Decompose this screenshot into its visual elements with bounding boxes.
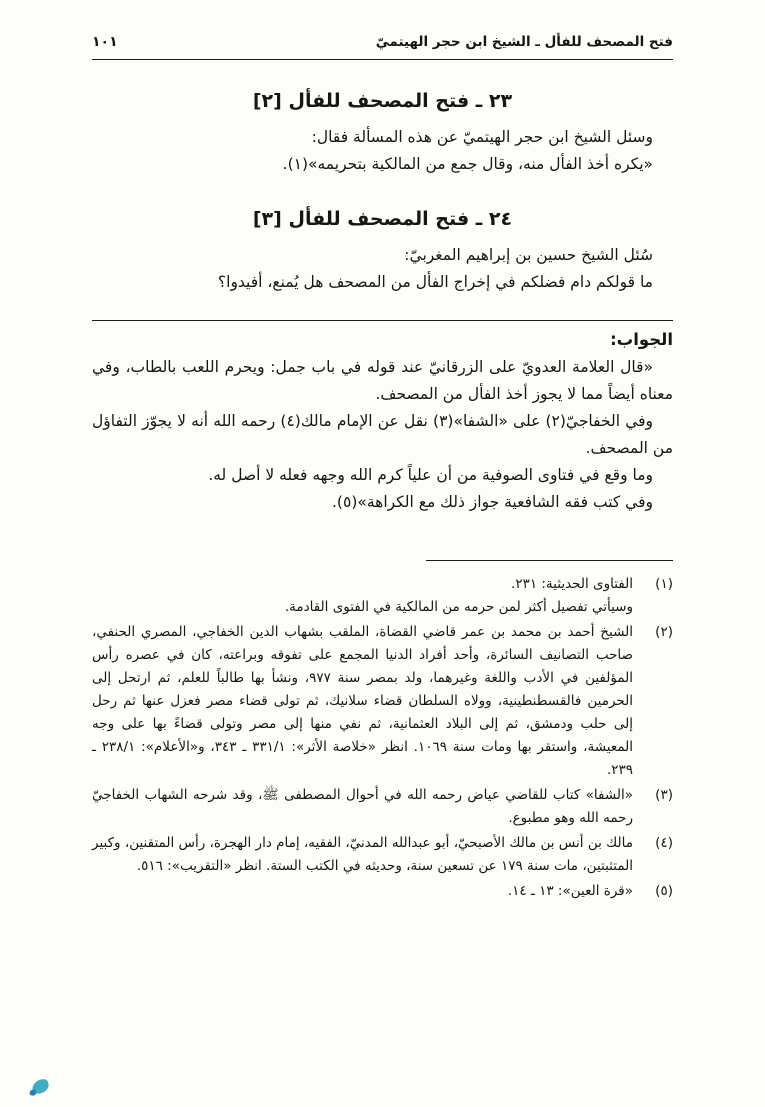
footnote-4-number: (٤) bbox=[655, 835, 673, 851]
footnote-separator-rule bbox=[426, 560, 673, 561]
section-23-heading: ٢٣ ـ فتح المصحف للفأل [٢] bbox=[252, 90, 513, 112]
footnote-2-body bbox=[92, 621, 633, 782]
footnote-4-body bbox=[92, 832, 633, 878]
section-24-heading: ٢٤ ـ فتح المصحف للفأل [٣] bbox=[252, 208, 513, 230]
footnote-1-text-2: وسيأتي تفصيل أكثر لمن حرمه من المالكية في الفتوى القادمة. bbox=[284, 599, 633, 615]
footnote-4 bbox=[92, 832, 673, 878]
footnote-3-number: (٣) bbox=[655, 787, 673, 803]
footnote-5-body bbox=[92, 880, 633, 903]
footnote-1 bbox=[92, 573, 673, 619]
footnote-2-number: (٢) bbox=[655, 624, 673, 640]
footnote-3-text: «الشفا» كتاب للقاضي عياض رحمه الله في أحوال المصطفى ﷺ، وقد شرحه الشهاب الخفاجيّ رحمه الله وهو مطبوع. bbox=[92, 787, 633, 826]
footnote-1-body bbox=[92, 573, 633, 619]
answer-label: الجواب: bbox=[610, 330, 673, 349]
section-24-paragraph-2: ما قولكم دام فضلكم في إخراج الفأل من المصحف هل يُمنع، أفيدوا؟ bbox=[217, 273, 653, 291]
footnote-5-number: (٥) bbox=[655, 883, 673, 899]
running-title: فتح المصحف للفأل ـ الشيخ ابن حجر الهيتميّ bbox=[375, 34, 673, 50]
footnote-1-number: (١) bbox=[655, 576, 673, 592]
section-23-paragraph-1: وسئل الشيخ ابن حجر الهيتميّ عن هذه المسألة فقال: bbox=[311, 128, 653, 146]
footnote-5 bbox=[92, 880, 673, 903]
section-23-paragraph-2: «يكره أخذ الفأل منه، وقال جمع من المالكية بتحريمه»(١). bbox=[282, 155, 653, 173]
answer-paragraph-2: وفي الخفاجيّ(٢) على «الشفا»(٣) نقل عن الإمام مالك(٤) رحمه الله أنه لا يجوّز التفاؤل من المصحف. bbox=[92, 412, 673, 457]
footnote-4-text: مالك بن أنس بن مالك الأصبحيّ، أبو عبدالله المدنيّ، الفقيه، إمام دار الهجرة، رأس المتقنين، وكبير المتثبتين، مات سنة ١٧٩ عن تسعين سنة، وحديثه في الكتب الستة. انظر «التقريب»: ٥١٦. bbox=[92, 835, 633, 874]
footnote-1-text: الفتاوى الحديثية: ٢٣١. bbox=[511, 576, 633, 592]
answer-paragraph-3: وما وقع في فتاوى الصوفية من أن علياً كرم الله وجهه فعله لا أصل له. bbox=[208, 466, 653, 484]
answer-paragraph-1: «قال العلامة العدويّ على الزرقانيّ عند قوله في باب جمل: ويحرم اللعب بالطاب، وفي معناه أيضاً مما لا يجوز أخذ الفأل من المصحف. bbox=[92, 358, 673, 403]
footnotes-section bbox=[92, 560, 673, 903]
page-header bbox=[92, 34, 673, 60]
answer-divider-rule bbox=[92, 320, 673, 321]
footnote-3 bbox=[92, 784, 673, 830]
footnote-2-text: الشيخ أحمد بن محمد بن عمر قاضي القضاة، الملقب بشهاب الدين الخفاجي، المصري الحنفي، صاحب التصانيف السائرة، وأحد أفراد الدنيا المجمع على تفوقه وبراعته، كان في عصره رأس المؤلفين في الأدب واللغة وغيرهما، ولد بمصر سنة ٩٧٧، ونشأ بها طالباً للعلم، ثم ارتحل إلى الحرمين فالقسطنطينية، وولاه السلطان قضاء سلانيك، ثم تولى قضاء مصر فعزل عنها ثم رحل إلى حلب ودمشق، ثم إلى البلاد العثمانية، ثم نفي منها إلى مصر وتولى قضاءً بها على وجه المعيشة، واستقر بها ومات سنة ١٠٦٩. انظر «خلاصة الأثر»: ٣٣١/١ ـ ٣٤٣، و«الأعلام»: ٢٣٨/١ ـ ٢٣٩. bbox=[92, 624, 634, 778]
scan-artifact-mark bbox=[30, 1078, 50, 1096]
footnote-5-text: «قرة العين»: ١٣ ـ ١٤. bbox=[507, 883, 633, 899]
answer-paragraph-4: وفي كتب فقه الشافعية جواز ذلك مع الكراهة»(٥). bbox=[332, 493, 653, 511]
section-24-paragraph-1: سُئل الشيخ حسين بن إبراهيم المغربيّ: bbox=[404, 246, 653, 264]
page-number: ١٠١ bbox=[92, 34, 118, 50]
footnote-3-body bbox=[92, 784, 633, 830]
footnote-2 bbox=[92, 621, 673, 782]
